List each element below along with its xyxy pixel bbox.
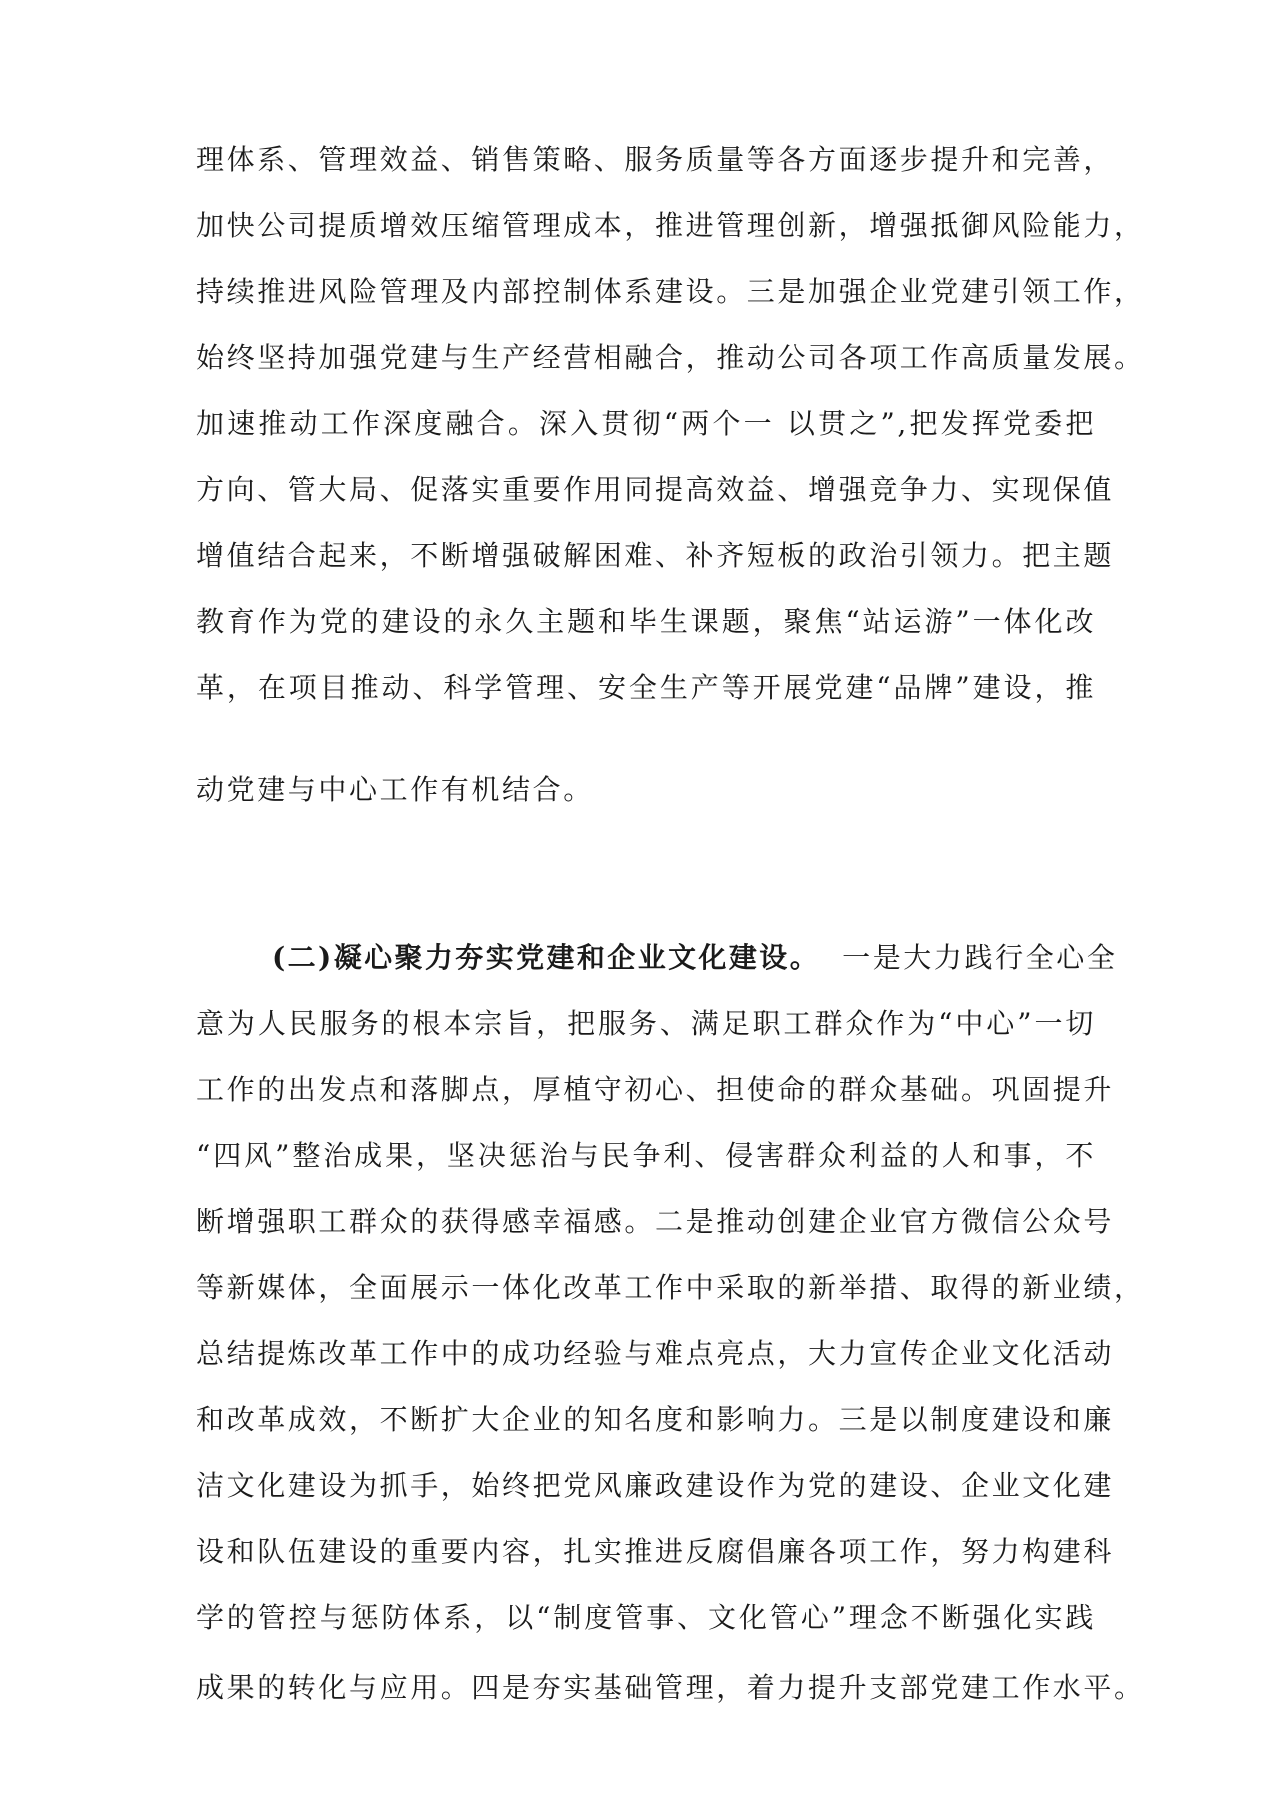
paragraph-1-line-10: 动党建与中心工作有机结合。 — [196, 773, 594, 806]
section-2-line-11: 成果的转化与应用。四是夯实基础管理，着力提升支部党建工作水平。 — [196, 1671, 1145, 1704]
section-2-line-9: 设和队伍建设的重要内容，扎实推进反腐倡廉各项工作，努力构建科 — [196, 1535, 1115, 1568]
paragraph-1-line-1: 理体系、管理效益、销售策略、服务质量等各方面逐步提升和完善， — [196, 143, 1115, 176]
paragraph-1-line-3: 持续推进风险管理及内部控制体系建设。三是加强企业党建引领工作， — [196, 275, 1145, 308]
paragraph-1-line-6: 方向、管大局、促落实重要作用同提高效益、增强竞争力、实现保值 — [196, 473, 1115, 506]
section-2-line-6: 总结提炼改革工作中的成功经验与难点亮点，大力宣传企业文化活动 — [196, 1337, 1115, 1370]
paragraph-1-line-4: 始终坚持加强党建与生产经营相融合，推动公司各项工作高质量发展。 — [196, 341, 1145, 374]
section-2-heading: (二)凝心聚力夯实党建和企业文化建设。 — [272, 941, 821, 974]
section-2-line-3: “四风”整治成果，坚决惩治与民争利、侵害群众利益的人和事，不 — [196, 1139, 1096, 1172]
paragraph-1-line-9: 革，在项目推动、科学管理、安全生产等开展党建“品牌”建设，推 — [196, 671, 1096, 704]
paragraph-1-line-5: 加速推动工作深度融合。深入贯彻“两个一 以贯之”,把发挥党委把 — [196, 407, 1096, 440]
section-2-line-4: 断增强职工群众的获得感幸福感。二是推动创建企业官方微信公众号 — [196, 1205, 1115, 1238]
section-2-line-5: 等新媒体，全面展示一体化改革工作中采取的新举措、取得的新业绩， — [196, 1271, 1145, 1304]
section-2-line-2: 工作的出发点和落脚点，厚植守初心、担使命的群众基础。巩固提升 — [196, 1073, 1115, 1106]
paragraph-1-line-8: 教育作为党的建设的永久主题和毕生课题，聚焦“站运游”一体化改 — [196, 605, 1096, 638]
section-2-line-7: 和改革成效，不断扩大企业的知名度和影响力。三是以制度建设和廉 — [196, 1403, 1115, 1436]
paragraph-1-line-7: 增值结合起来，不断增强破解困难、补齐短板的政治引领力。把主题 — [196, 539, 1115, 572]
section-2-first-line-text: 一是大力践行全心全 — [842, 941, 1118, 974]
paragraph-1-line-2: 加快公司提质增效压缩管理成本，推进管理创新，增强抵御风险能力， — [196, 209, 1145, 242]
section-2-line-10: 学的管控与惩防体系，以“制度管事、文化管心”理念不断强化实践 — [196, 1601, 1096, 1634]
section-2-line-8: 洁文化建设为抓手，始终把党风廉政建设作为党的建设、企业文化建 — [196, 1469, 1115, 1502]
section-2-line-1: 意为人民服务的根本宗旨，把服务、满足职工群众作为“中心”一切 — [196, 1007, 1096, 1040]
section-2-first-line — [196, 938, 1118, 978]
